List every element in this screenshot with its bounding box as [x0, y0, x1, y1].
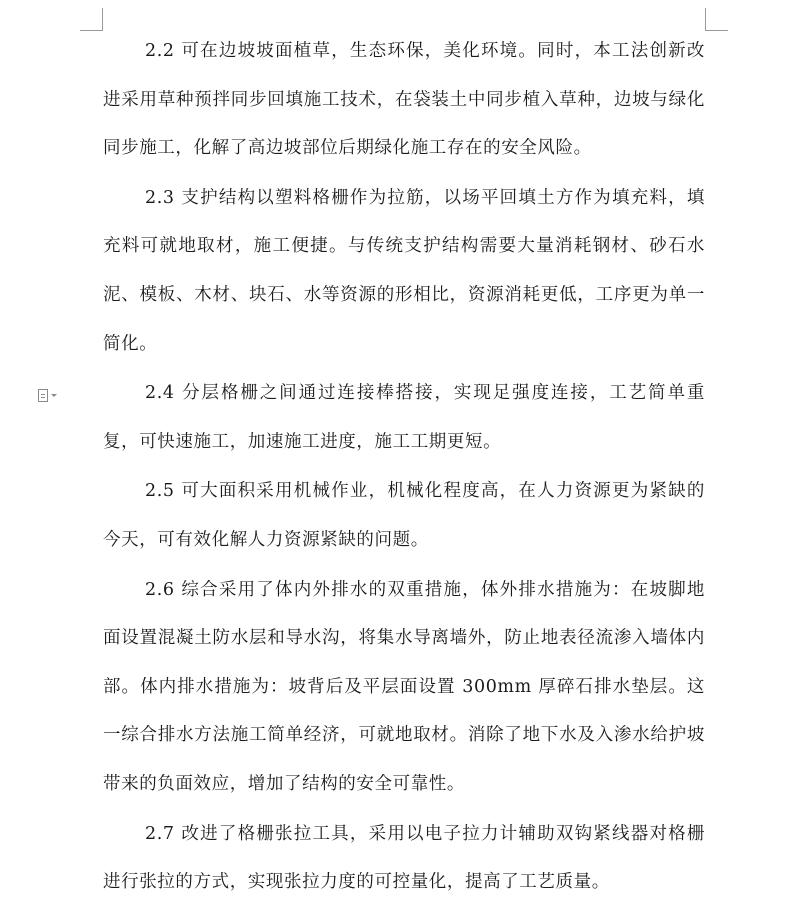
paragraph-2-5: 2.5 可大面积采用机械作业，机械化程度高，在人力资源更为紧缺的今天，可有效化解人力资源紧缺的问题。	[103, 481, 705, 550]
document-body[interactable]	[103, 27, 705, 908]
paragraph-2-7: 2.7 改进了格栅张拉工具，采用以电子拉力计辅助双钩紧线器对格栅进行张拉的方式，实现张拉力度的可控量化，提高了工艺质量。	[103, 823, 705, 893]
document-icon	[38, 389, 48, 402]
caret-down-icon	[51, 394, 57, 397]
paragraph-2-6: 2.6 综合采用了体内外排水的双重措施，体外排水措施为：在坡脚地面设置混凝土防水层和导水沟，将集水导离墙外，防止地表径流渗入墙体内部。体内排水措施为：坡背后及平层面设置 300mm 厚碎石排水垫层。这一综合排水方法施工简单经济，可就地取材。消除了地下水及入渗水给护坡带来的负面效应，增加了结构的安全可靠性。	[103, 579, 705, 794]
crop-mark-top-right	[705, 8, 728, 31]
paragraph-menu-button[interactable]	[38, 387, 64, 403]
paragraph-2-2: 2.2 可在边坡坡面植草，生态环保，美化环境。同时，本工法创新改进采用草种预拌同步回填施工技术，在袋装土中同步植入草种，边坡与绿化同步施工，化解了高边坡部位后期绿化施工存在的安全风险。	[103, 41, 705, 159]
paragraph-2-4: 2.4 分层格栅之间通过连接棒搭接，实现足强度连接，工艺简单重复，可快速施工，加速施工进度，施工工期更短。	[103, 383, 705, 452]
paragraph-2-3: 2.3 支护结构以塑料格栅作为拉筋，以场平回填土方作为填充料，填充料可就地取材，施工便捷。与传统支护结构需要大量消耗钢材、砂石水泥、模板、木材、块石、水等资源的形相比，资源消耗更低，工序更为单一简化。	[103, 187, 705, 354]
crop-mark-top-left	[80, 8, 103, 31]
